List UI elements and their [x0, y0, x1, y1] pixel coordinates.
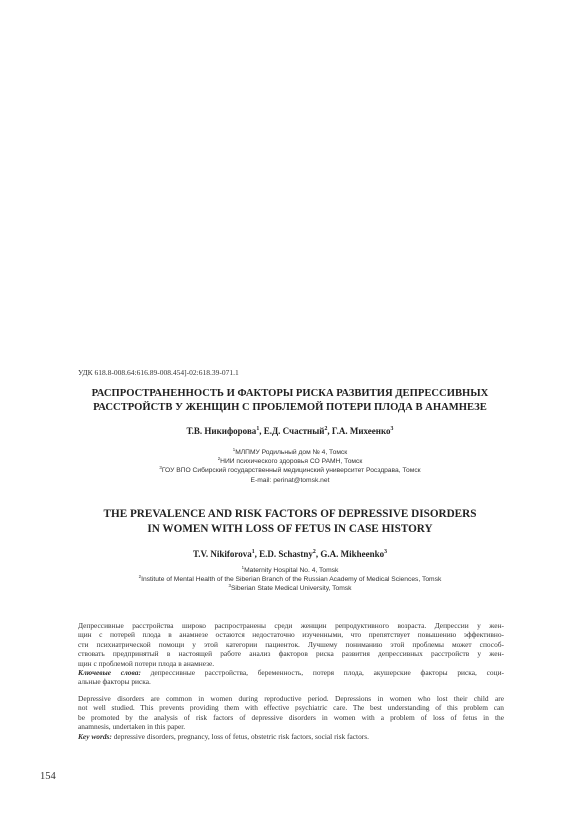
english-authors	[40, 549, 540, 559]
affiliation-marker: 3	[159, 465, 162, 471]
russian-authors	[40, 426, 540, 436]
affiliation-text: МЛПМУ Родильный дом № 4, Томск	[235, 449, 348, 456]
author-name: G.A. Mikheenko	[320, 549, 385, 559]
russian-affiliations	[40, 448, 540, 485]
author-affiliation-marker: 3	[384, 549, 388, 555]
english-affiliations	[40, 566, 540, 594]
abstract-line: be promoted by the analysis of risk factors of depressive disorders in women with a problem of loss of fetus in the	[78, 712, 504, 722]
english-title-line: THE PREVALENCE AND RISK FACTORS OF DEPRESSIVE DISORDERS	[103, 508, 477, 520]
keywords-line	[78, 732, 504, 741]
affiliation-marker: 3	[228, 583, 231, 589]
author-affiliation-marker: 2	[324, 426, 328, 432]
affiliation-marker: 1	[232, 446, 236, 452]
russian-title-line: РАССТРОЙСТВ У ЖЕНЩИН С ПРОБЛЕМОЙ ПОТЕРИ ПЛОДА В АНАМНЕЗЕ	[93, 402, 487, 413]
abstract-line: anamnesis, undertaken in this paper.	[78, 722, 186, 732]
russian-title-line: РАСПРОСТРАНЕННОСТЬ И ФАКТОРЫ РИСКА РАЗВИТИЯ ДЕПРЕССИВНЫХ	[91, 388, 489, 399]
keywords-text: depressive disorders, pregnancy, loss of fetus, obstetric risk factors, social risk factors.	[111, 731, 369, 741]
author-separator: ,	[327, 426, 332, 436]
author-affiliation-marker: 1	[251, 549, 255, 555]
email-address: E-mail: perinat@tomsk.net	[250, 476, 330, 484]
abstract-line: щин с потерей плода в анамнезе остаются недостаточно изученными, что препятствует повышению эффективно-	[78, 630, 504, 640]
affiliation-line	[40, 584, 540, 593]
affiliation-line	[40, 575, 540, 584]
udc-code: УДК 618.8-008.64:616.89-008.454]-02:618.39-071.1	[78, 368, 239, 377]
author-name: Г.А. Михеенко	[331, 426, 391, 436]
keywords-label: Ключевые слова:	[78, 668, 141, 678]
abstract-line: not well studied. This prevents providing them with effective psychiatric care. The best understanding of this problem can	[78, 703, 504, 713]
affiliation-text: Maternity Hospital No. 4, Tomsk	[244, 567, 339, 574]
keywords-text: депрессивные расстройства, беременность, потеря плода, акушерские факторы риска, соци-	[140, 668, 504, 678]
keywords-label: Key words:	[78, 731, 112, 741]
keywords-line: альные факторы риска.	[78, 677, 151, 687]
affiliation-marker: 2	[138, 573, 142, 579]
author-affiliation-marker: 1	[256, 426, 260, 432]
affiliation-text: ГОУ ВПО Сибирский государственный медицинский университет Росздрава, Томск	[161, 467, 421, 475]
affiliation-line	[40, 466, 540, 475]
keywords-line	[78, 668, 504, 677]
author-name: Т.В. Никифорова	[186, 426, 257, 436]
author-name: E.D. Schastny	[259, 549, 313, 559]
russian-abstract	[78, 621, 504, 687]
english-abstract	[78, 694, 504, 741]
author-separator: ,	[259, 426, 264, 436]
abstract-line: сти психиатрической помощи у этой категории пациенток. Лучшему пониманию этой проблемы может способ-	[78, 639, 504, 649]
affiliation-marker: 1	[241, 564, 245, 570]
affiliation-line	[40, 448, 540, 457]
author-name: Е.Д. Счастный	[263, 426, 325, 436]
affiliation-line	[40, 566, 540, 575]
author-separator: ,	[315, 549, 321, 559]
author-affiliation-marker: 3	[390, 426, 394, 432]
affiliation-text: Institute of Mental Health of the Siberian Branch of the Russian Academy of Medical Sciences, Tomsk	[141, 576, 442, 584]
affiliation-text: Siberian State Medical University, Tomsk	[230, 585, 352, 593]
abstract-line: щин с проблемой потери плода в анамнезе.	[78, 658, 215, 668]
affiliation-marker: 2	[217, 455, 221, 461]
abstract-line: Депрессивные расстройства широко распространены среди женщин репродуктивного возраста. Депрессии у жен-	[78, 621, 504, 630]
affiliation-line	[40, 457, 540, 466]
page-number: 154	[40, 771, 56, 782]
author-affiliation-marker: 2	[312, 549, 316, 555]
email-line	[40, 476, 540, 485]
english-title	[40, 507, 540, 537]
abstract-line: Depressive disorders are common in women during reproductive period. Depressions in women who lost their child are	[78, 694, 504, 703]
english-title-line: IN WOMEN WITH LOSS OF FETUS IN CASE HISTORY	[147, 523, 433, 535]
author-separator: ,	[254, 549, 260, 559]
affiliation-text: НИИ психического здоровья СО РАМН, Томск	[220, 458, 363, 466]
author-name: T.V. Nikiforova	[192, 549, 252, 559]
russian-title	[40, 387, 540, 415]
abstract-line: ствовать предпринятый в настоящей работе анализ факторов риска развития депрессивных расстройств у жен-	[78, 649, 504, 659]
